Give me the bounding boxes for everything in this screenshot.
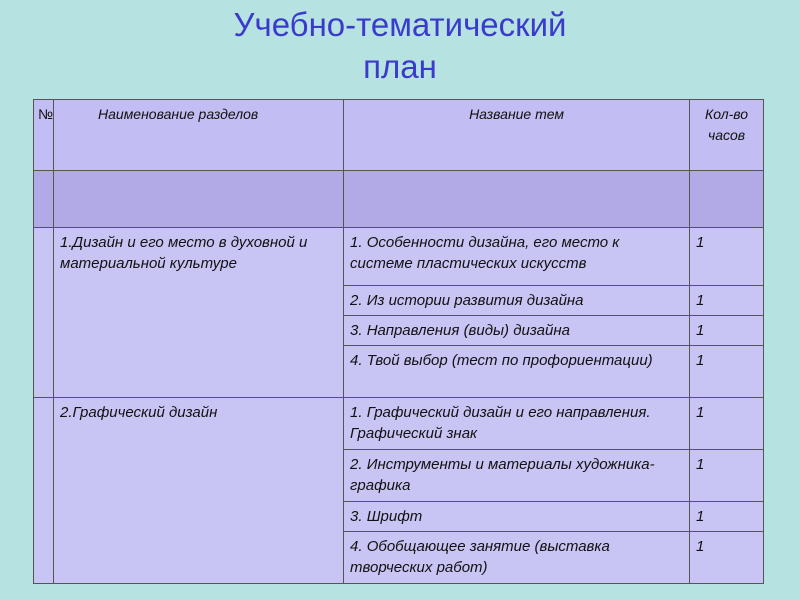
topic-hours: 1 [690, 316, 764, 346]
header-topic: Название тем [344, 100, 690, 171]
topic-name: 4. Твой выбор (тест по профориентации) [344, 346, 690, 398]
header-section: Наименование разделов [54, 100, 344, 171]
topic-name: 1. Особенности дизайна, его место к системе пластических искусств [344, 228, 690, 286]
curriculum-table [33, 99, 764, 584]
page-title [0, 4, 800, 88]
title-line-2: план [363, 48, 437, 85]
topic-name: 4. Обобщающее занятие (выставка творческих работ) [344, 532, 690, 584]
topic-hours: 1 [690, 346, 764, 398]
topic-hours: 1 [690, 286, 764, 316]
topic-hours: 1 [690, 398, 764, 450]
table-empty-row [34, 171, 764, 228]
topic-name: 1. Графический дизайн и его направления. Графический знак [344, 398, 690, 450]
topic-hours: 1 [690, 502, 764, 532]
title-line-1: Учебно-тематический [233, 6, 567, 43]
table-row [34, 398, 764, 450]
topic-name: 2. Инструменты и материалы художника-графика [344, 450, 690, 502]
topic-hours: 1 [690, 532, 764, 584]
table-header-row [34, 100, 764, 171]
topic-hours: 1 [690, 228, 764, 286]
topic-name: 2. Из истории развития дизайна [344, 286, 690, 316]
section-name: 1.Дизайн и его место в духовной и материальной культуре [54, 228, 344, 398]
topic-name: 3. Шрифт [344, 502, 690, 532]
topic-name: 3. Направления (виды) дизайна [344, 316, 690, 346]
table-row [34, 228, 764, 286]
header-hours: Кол-во часов [690, 100, 764, 171]
topic-hours: 1 [690, 450, 764, 502]
section-name: 2.Графический дизайн [54, 398, 344, 584]
header-num: № [34, 100, 54, 171]
